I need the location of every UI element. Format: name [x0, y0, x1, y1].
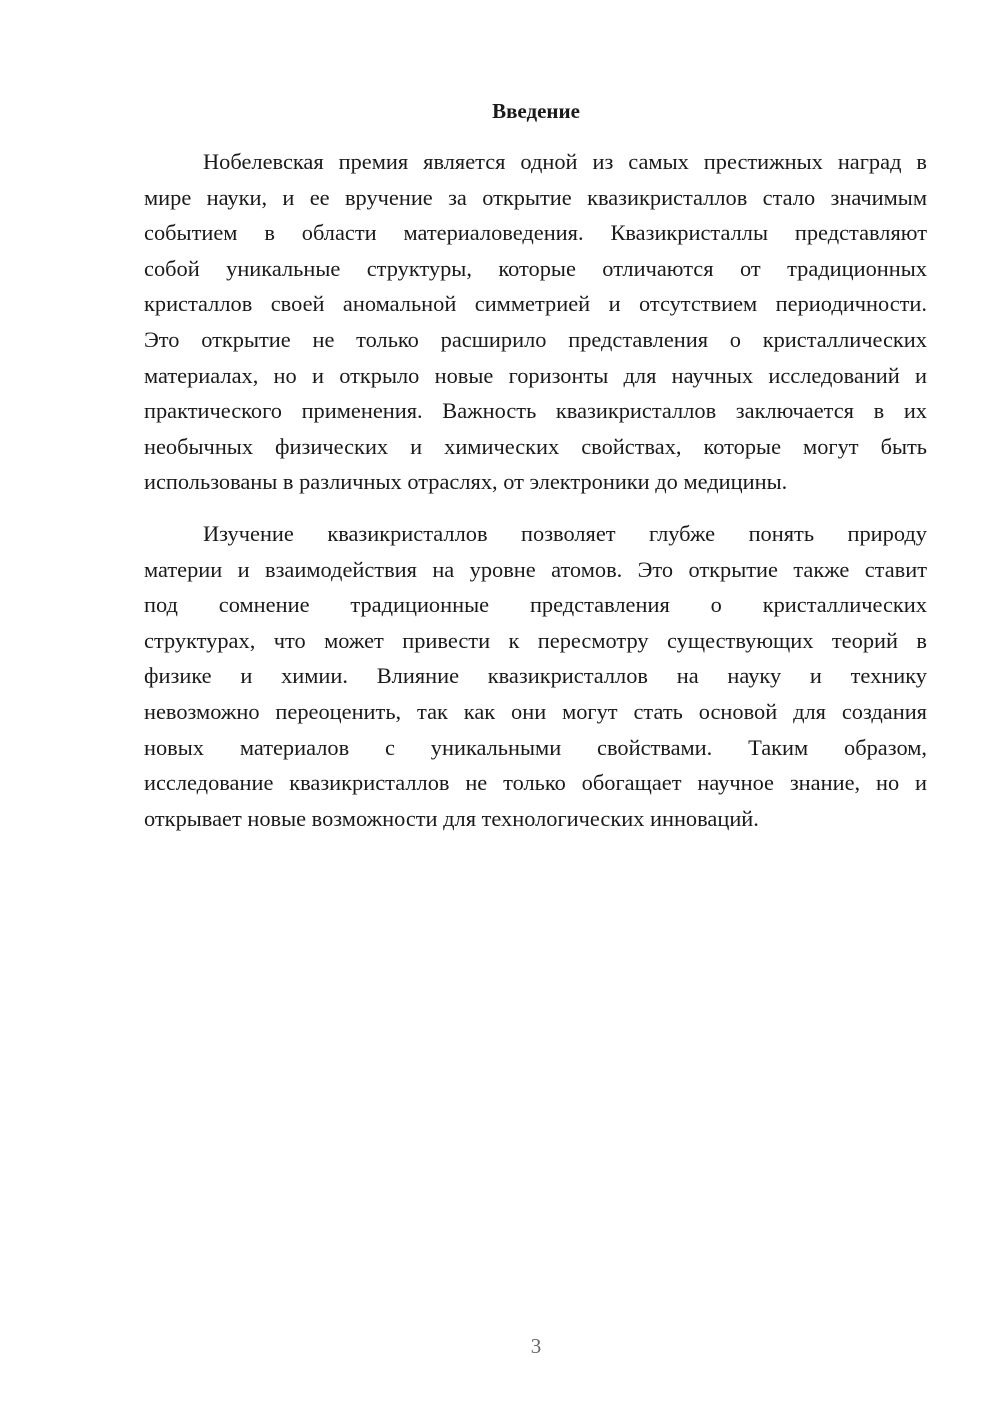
paragraph-line: практического применения. Важность квазикристаллов заключается в их — [144, 398, 927, 424]
paragraph-line: материи и взаимодействия на уровне атомов. Это открытие также ставит — [144, 556, 927, 582]
paragraph-line: под сомнение традиционные представления о кристаллических — [144, 592, 927, 618]
paragraph-1 — [144, 144, 927, 500]
paragraph-line: структурах, что может привести к пересмотру существующих теорий в — [144, 627, 927, 653]
paragraph-line: Изучение квазикристаллов позволяет глубже понять природу — [203, 521, 927, 546]
paragraph-line: новых материалов с уникальными свойствами. Таким образом, — [144, 734, 927, 760]
paragraph-line: необычных физических и химических свойствах, которые могут быть — [144, 433, 927, 459]
paragraph-line: Нобелевская премия является одной из самых престижных наград в — [203, 149, 927, 174]
paragraph-line: событием в области материаловедения. Квазикристаллы представляют — [144, 220, 927, 246]
paragraph-line: кристаллов своей аномальной симметрией и отсутствием периодичности. — [144, 291, 927, 317]
paragraph-line: использованы в различных отраслях, от электроники до медицины. — [144, 469, 788, 495]
paragraph-line: Это открытие не только расширило представления о кристаллических — [144, 326, 927, 352]
paragraph-line: физике и химии. Влияние квазикристаллов на науку и технику — [144, 663, 927, 689]
paragraph-line: исследование квазикристаллов не только обогащает научное знание, но и — [144, 770, 927, 796]
paragraph-line: материалах, но и открыло новые горизонты для научных исследований и — [144, 362, 927, 388]
section-title: Введение — [492, 99, 580, 123]
paragraph-line: мире науки, и ее вручение за открытие квазикристаллов стало значимым — [144, 184, 927, 210]
paragraph-line: открывает новые возможности для технологических инноваций. — [144, 805, 759, 831]
paragraph-line: невозможно переоценить, так как они могут стать основой для создания — [144, 698, 927, 724]
paragraph-2 — [144, 516, 927, 836]
page-number: 3 — [530, 1334, 542, 1358]
paragraph-line: собой уникальные структуры, которые отличаются от традиционных — [144, 255, 927, 281]
